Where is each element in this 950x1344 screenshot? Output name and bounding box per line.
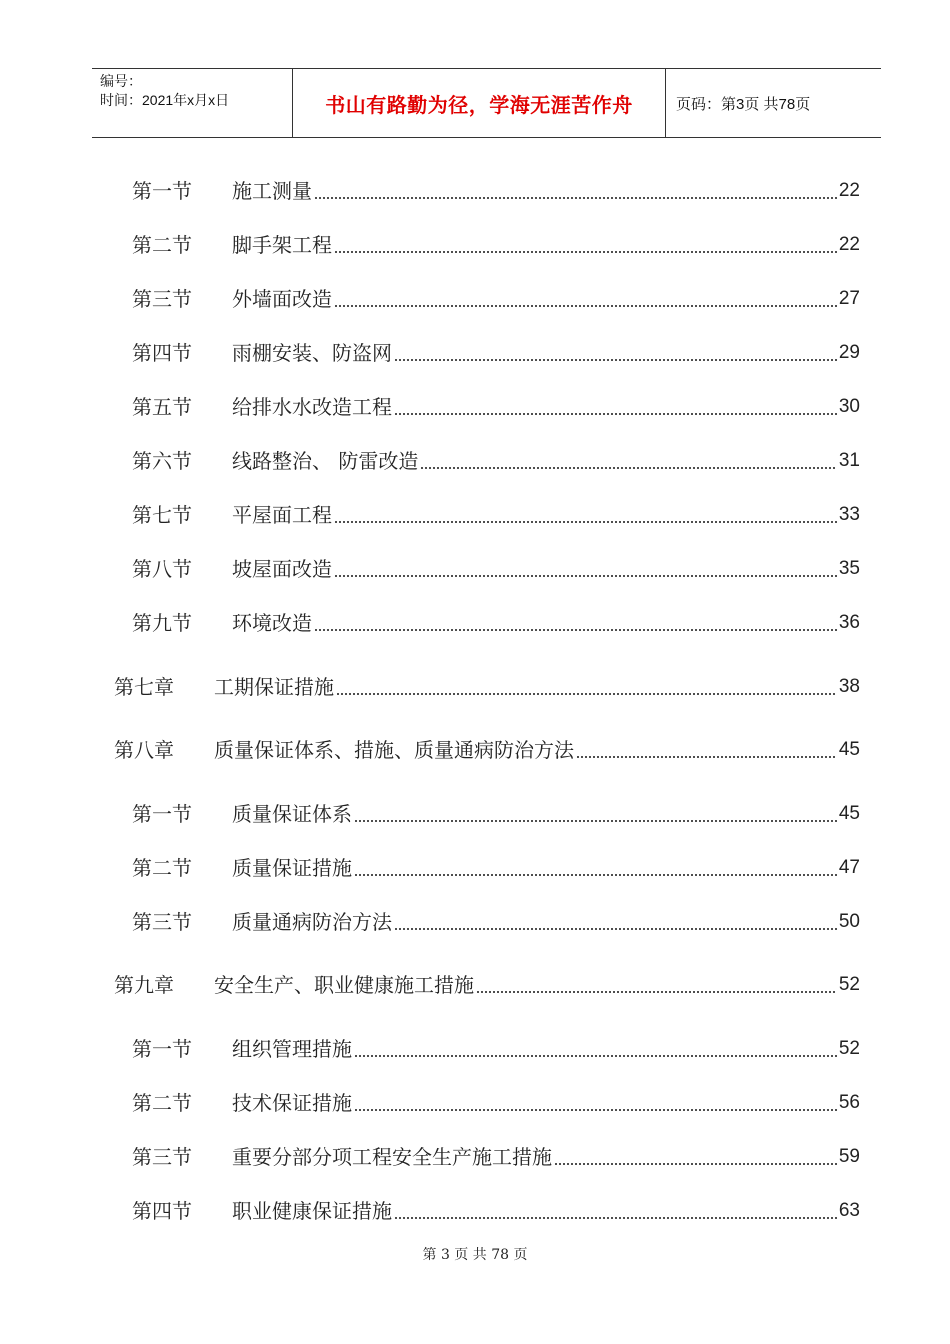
toc-entry-page: 31 xyxy=(838,450,860,471)
toc-dot-leader xyxy=(334,234,837,254)
header-page-info: 页码：第3页 共78页 xyxy=(676,95,811,113)
toc-dot-leader xyxy=(394,342,837,362)
toc-entry-title: 职业健康保证措施 xyxy=(232,1199,392,1223)
toc-entry-number: 第一节 xyxy=(132,802,192,826)
toc-entry-number: 第五节 xyxy=(132,395,192,419)
toc-entry-number: 第四节 xyxy=(132,341,192,365)
toc-dot-leader xyxy=(394,911,837,931)
toc-entry-number: 第二节 xyxy=(132,233,192,257)
toc-entry-page: 35 xyxy=(838,558,860,579)
toc-entry-page: 59 xyxy=(838,1146,860,1167)
toc-entry[interactable] xyxy=(132,394,860,420)
toc-entry[interactable] xyxy=(132,909,860,935)
page-footer: 第 3 页 共 78 页 xyxy=(422,1247,528,1263)
toc-dot-leader xyxy=(336,676,837,696)
toc-entry-title: 重要分部分项工程安全生产施工措施 xyxy=(232,1145,552,1169)
toc-entry[interactable] xyxy=(114,972,860,998)
page-header xyxy=(92,68,881,138)
toc-dot-leader xyxy=(334,504,837,524)
toc-entry-page: 52 xyxy=(838,1038,860,1059)
toc-entry-title: 质量保证体系 xyxy=(232,802,352,826)
toc-entry-title: 工期保证措施 xyxy=(214,675,334,699)
toc-entry[interactable] xyxy=(132,340,860,366)
toc-entry-page: 50 xyxy=(838,911,860,932)
toc-dot-leader xyxy=(354,857,837,877)
toc-entry-title: 安全生产、职业健康施工措施 xyxy=(214,973,474,997)
toc-entry-title: 线路整治、 防雷改造 xyxy=(232,449,419,473)
toc-entry-page: 45 xyxy=(838,803,860,824)
toc-entry-page: 56 xyxy=(838,1092,860,1113)
toc-entry[interactable] xyxy=(132,610,860,636)
toc-entry-title: 脚手架工程 xyxy=(232,233,332,257)
toc-entry-number: 第九节 xyxy=(132,611,192,635)
toc-dot-leader xyxy=(394,396,837,416)
toc-entry-title: 组织管理措施 xyxy=(232,1037,352,1061)
toc-entry-title: 坡屋面改造 xyxy=(232,557,332,581)
header-motto: 书山有路勤为径，学海无涯苦作舟 xyxy=(325,92,633,117)
toc-entry[interactable] xyxy=(132,1036,860,1062)
toc-entry-title: 技术保证措施 xyxy=(232,1091,352,1115)
toc-entry-page: 38 xyxy=(838,676,860,697)
toc-entry-title: 质量通病防治方法 xyxy=(232,910,392,934)
toc-entry-number: 第二节 xyxy=(132,856,192,880)
toc-entry[interactable] xyxy=(132,1144,860,1170)
header-time-label: 时间：2021年x月x日 xyxy=(100,92,230,108)
header-code-label: 编号： xyxy=(100,73,142,89)
toc-entry-number: 第三节 xyxy=(132,287,192,311)
toc-entry[interactable] xyxy=(132,286,860,312)
toc-entry-page: 45 xyxy=(838,739,860,760)
toc-entry-page: 33 xyxy=(838,504,860,525)
toc-dot-leader xyxy=(476,974,837,994)
toc-entry-number: 第八节 xyxy=(132,557,192,581)
toc-entry[interactable] xyxy=(132,448,860,474)
toc-entry-title: 质量保证体系、措施、质量通病防治方法 xyxy=(214,738,574,762)
toc-entry-title: 雨棚安装、防盗网 xyxy=(232,341,392,365)
toc-entry-page: 22 xyxy=(838,180,860,201)
toc-dot-leader xyxy=(354,1038,837,1058)
toc-entry-number: 第四节 xyxy=(132,1199,192,1223)
toc-entry-title: 环境改造 xyxy=(232,611,312,635)
toc-dot-leader xyxy=(354,803,837,823)
toc-entry-number: 第八章 xyxy=(114,738,174,762)
header-meta xyxy=(92,69,292,137)
toc-dot-leader xyxy=(420,450,837,470)
toc-entry-title: 施工测量 xyxy=(232,179,312,203)
toc-entry-number: 第七章 xyxy=(114,675,174,699)
toc-entry[interactable] xyxy=(132,178,860,204)
toc-entry-number: 第六节 xyxy=(132,449,192,473)
toc-entry-page: 30 xyxy=(838,396,860,417)
toc-entry[interactable] xyxy=(132,801,860,827)
toc-dot-leader xyxy=(314,612,837,632)
toc-entry[interactable] xyxy=(132,232,860,258)
toc-dot-leader xyxy=(334,558,837,578)
toc-entry-number: 第七节 xyxy=(132,503,192,527)
toc-entry-number: 第二节 xyxy=(132,1091,192,1115)
toc-entry-number: 第九章 xyxy=(114,973,174,997)
toc-entry-title: 平屋面工程 xyxy=(232,503,332,527)
toc-dot-leader xyxy=(394,1200,837,1220)
toc-dot-leader xyxy=(576,739,837,759)
toc-entry-title: 给排水水改造工程 xyxy=(232,395,392,419)
toc-entry-page: 52 xyxy=(838,974,860,995)
toc-entry-page: 63 xyxy=(838,1200,860,1221)
toc-entry-page: 27 xyxy=(838,288,860,309)
toc-entry[interactable] xyxy=(132,855,860,881)
toc-entry-number: 第一节 xyxy=(132,179,192,203)
toc-entry[interactable] xyxy=(114,674,860,700)
toc-entry-number: 第三节 xyxy=(132,910,192,934)
toc-entry[interactable] xyxy=(114,737,860,763)
toc-dot-leader xyxy=(354,1092,837,1112)
toc-entry-title: 外墙面改造 xyxy=(232,287,332,311)
toc-entry[interactable] xyxy=(132,556,860,582)
toc-dot-leader xyxy=(554,1146,837,1166)
toc-entry-number: 第一节 xyxy=(132,1037,192,1061)
toc-dot-leader xyxy=(314,180,837,200)
toc-entry[interactable] xyxy=(132,1090,860,1116)
toc-entry-number: 第三节 xyxy=(132,1145,192,1169)
toc-entry[interactable] xyxy=(132,1198,860,1224)
toc-entry-page: 47 xyxy=(838,857,860,878)
toc-entry-page: 36 xyxy=(838,612,860,633)
toc-dot-leader xyxy=(334,288,837,308)
toc-entry-page: 29 xyxy=(838,342,860,363)
toc-entry-title: 质量保证措施 xyxy=(232,856,352,880)
toc-entry-page: 22 xyxy=(838,234,860,255)
toc-entry[interactable] xyxy=(132,502,860,528)
